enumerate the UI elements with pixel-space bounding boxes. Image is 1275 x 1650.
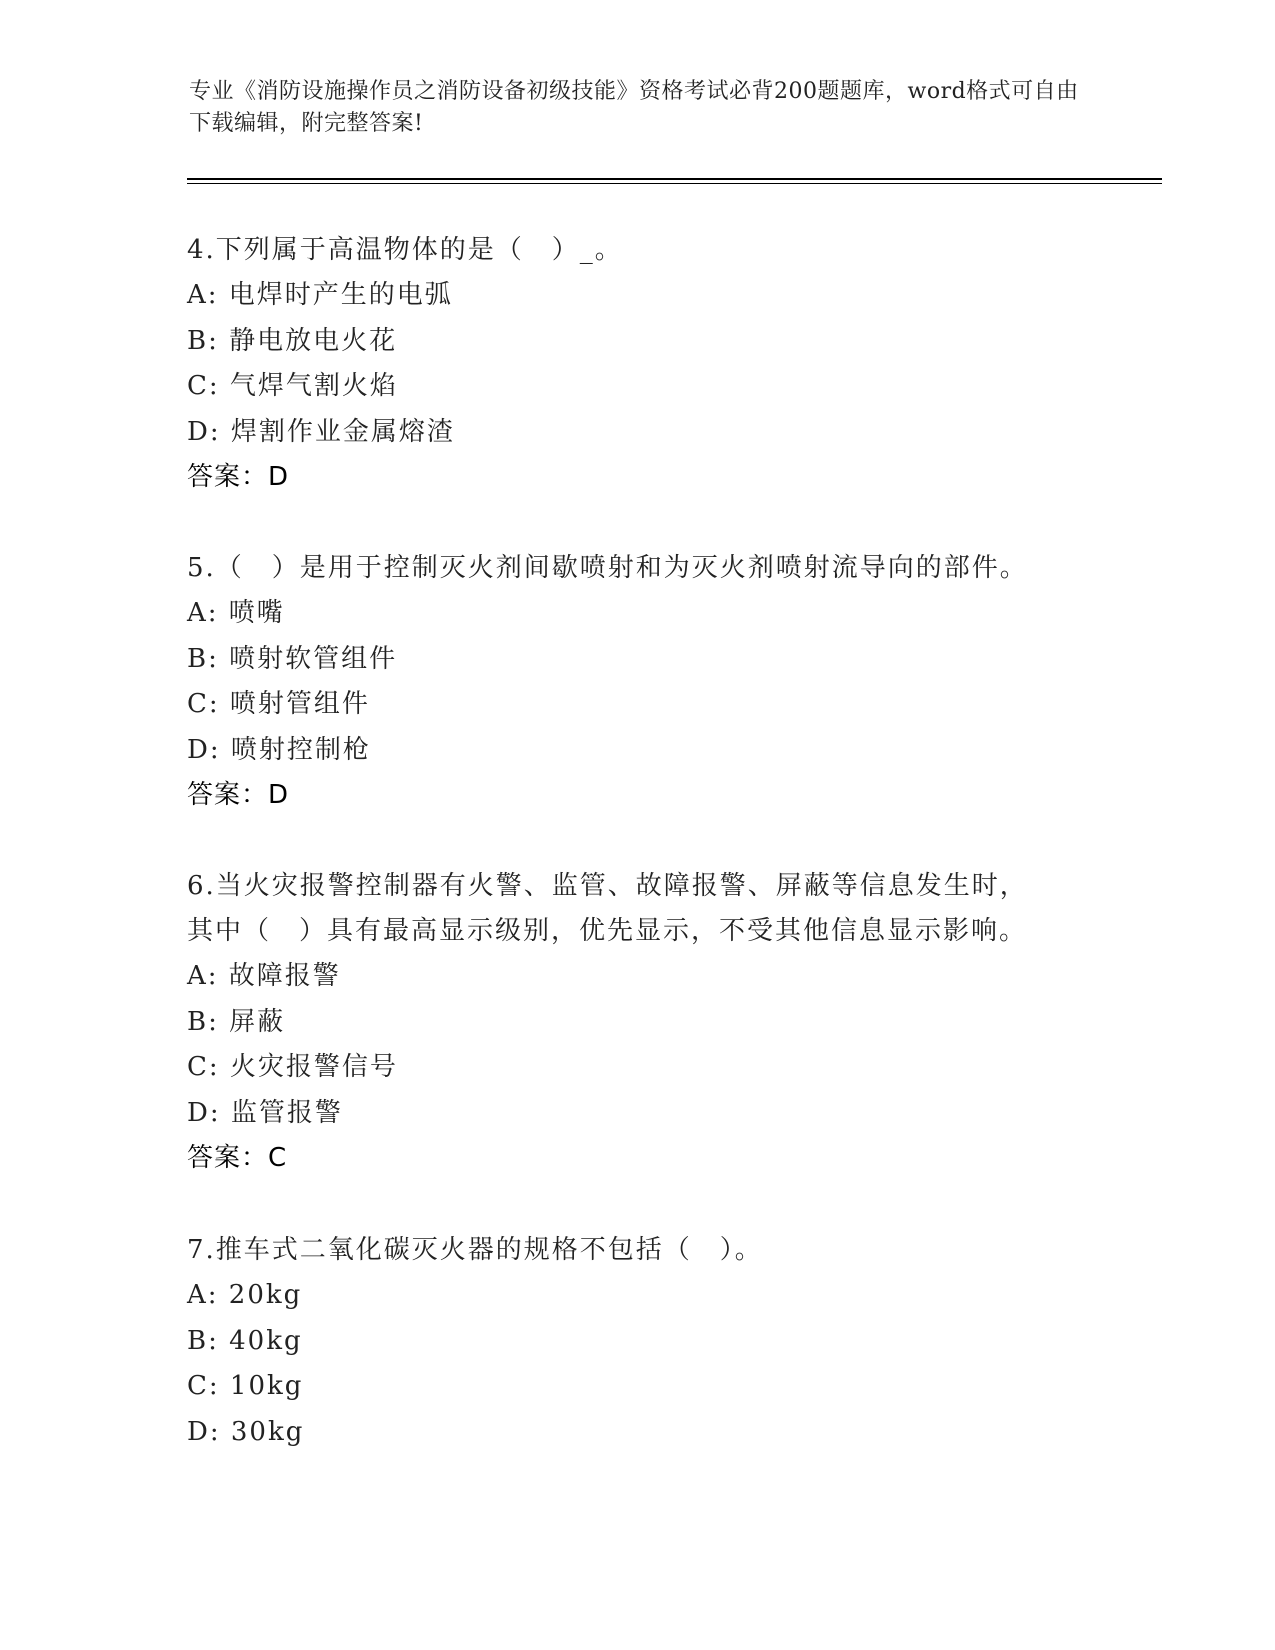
option-a: A: 电焊时产生的电弧 [187, 280, 453, 310]
option-c: C: 气焊气割火焰 [187, 371, 398, 401]
option-b: B: 40kg [187, 1325, 303, 1356]
option-c: C: 10kg [187, 1371, 304, 1401]
answer: 答案：D [187, 462, 290, 492]
question-text: 7.推车式二氧化碳灭火器的规格不包括（ ）。 [187, 1235, 763, 1265]
question-text: 4.下列属于高温物体的是（ ）_。 [187, 235, 623, 265]
option-b: B: 屏蔽 [187, 1006, 286, 1037]
question-5 [187, 546, 1187, 818]
question-text: 6.当火灾报警控制器有火警、监管、故障报警、屏蔽等信息发生时，其中（ ）具有最高显示级别，优先显示，不受其他信息显示影响。 [187, 871, 1028, 946]
option-d: D: 30kg [187, 1416, 305, 1447]
option-b: B: 喷射软管组件 [187, 643, 398, 674]
answer: 答案：D [187, 780, 290, 810]
option-a: A: 故障报警 [187, 961, 341, 991]
header-rule-thin [187, 183, 1162, 184]
question-4 [187, 228, 1187, 500]
option-d: D: 监管报警 [187, 1097, 343, 1128]
option-c: C: 火灾报警信号 [187, 1052, 398, 1082]
option-b: B: 静电放电火花 [187, 325, 398, 356]
option-c: C: 喷射管组件 [187, 689, 370, 719]
question-7 [187, 1228, 1187, 1455]
option-d: D: 焊割作业金属熔渣 [187, 416, 455, 447]
header-rule-thick [187, 178, 1162, 180]
document-header: 专业《消防设施操作员之消防设备初级技能》资格考试必背200题题库，word格式可自由下载编辑，附完整答案! [189, 79, 1079, 136]
answer: 答案：C [187, 1143, 288, 1173]
question-text: 5.（ ）是用于控制灭火剂间歇喷射和为灭火剂喷射流导向的部件。 [187, 553, 1028, 583]
option-a: A: 喷嘴 [187, 598, 285, 628]
option-a: A: 20kg [187, 1280, 303, 1310]
question-6 [187, 864, 1047, 1181]
option-d: D: 喷射控制枪 [187, 734, 371, 765]
